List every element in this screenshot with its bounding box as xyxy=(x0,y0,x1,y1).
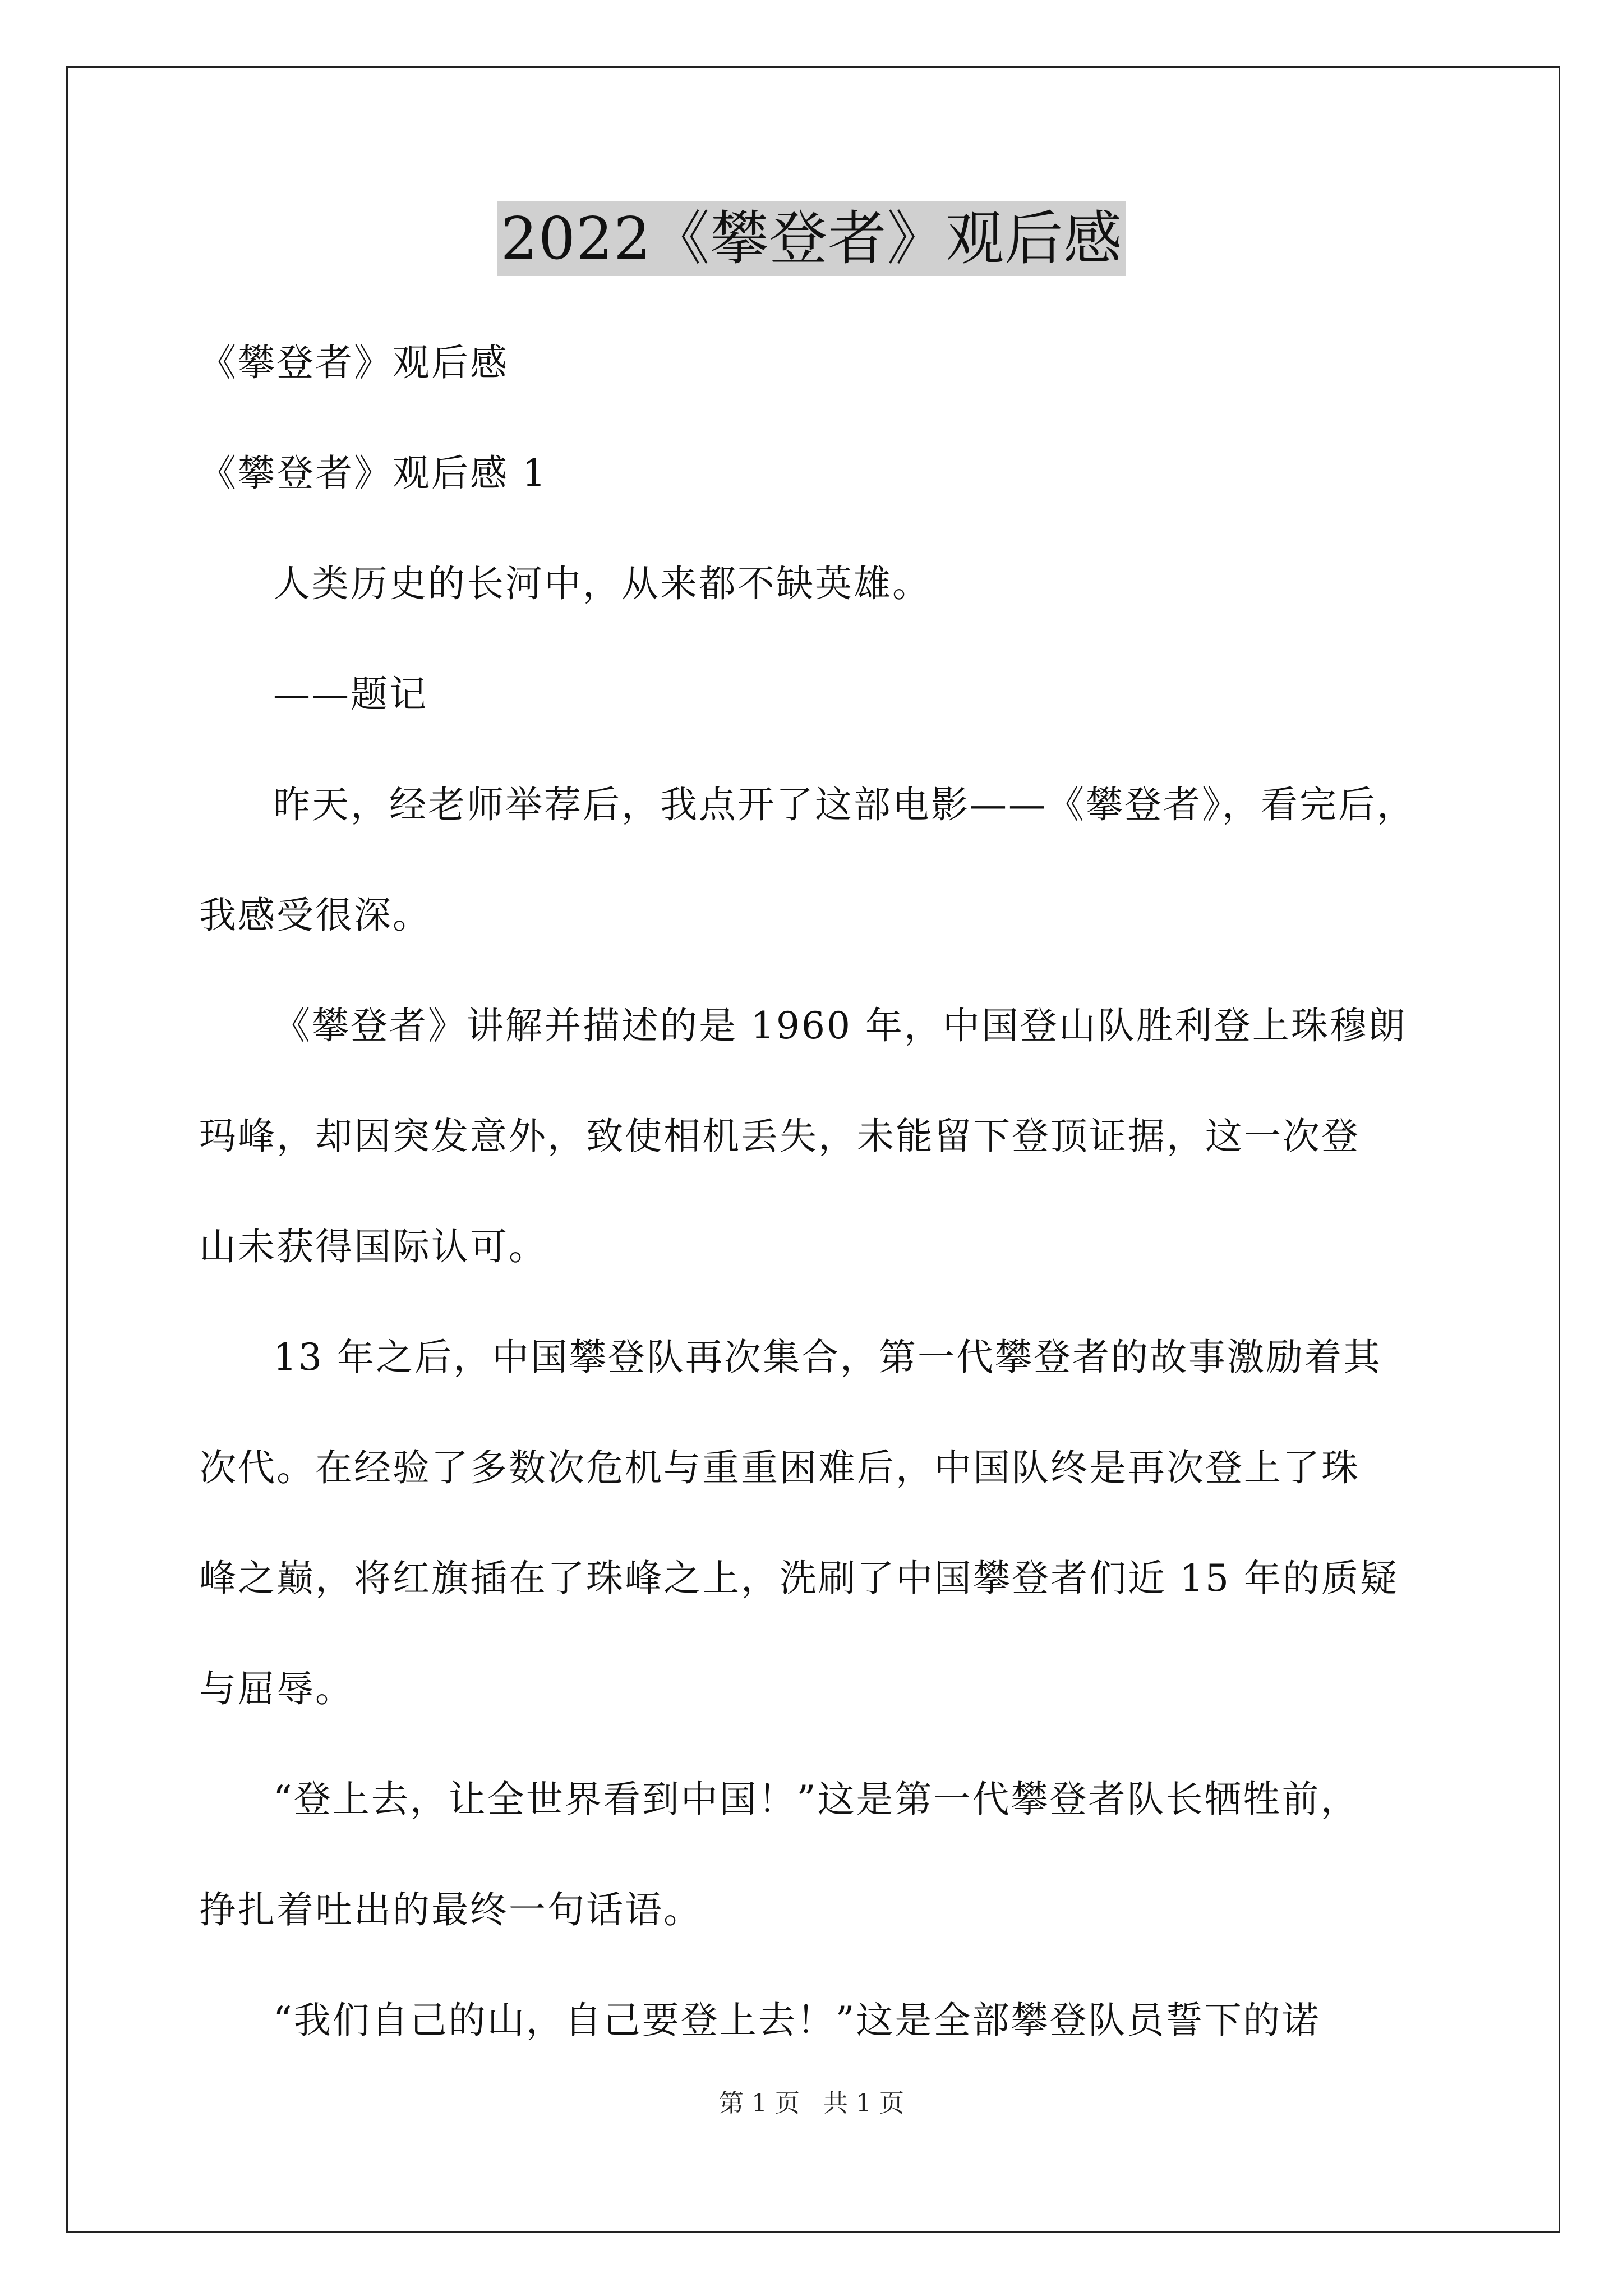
title-container xyxy=(0,201,1623,276)
paragraph-line: 山未获得国际认可。 xyxy=(199,1225,547,1268)
paragraph-line: ——题记 xyxy=(273,673,428,716)
paragraph-line: 人类历史的长河中，从来都不缺英雄。 xyxy=(273,562,931,605)
paragraph-line: 与屈辱。 xyxy=(199,1667,354,1710)
paragraph-line: 《攀登者》讲解并描述的是 1960 年，中国登山队胜利登上珠穆朗 xyxy=(273,1004,1407,1047)
paragraph-line: 挣扎着吐出的最终一句话语。 xyxy=(199,1888,702,1931)
paragraph-line: “我们自己的山，自己要登上去！”这是全部攀登队员誓下的诺 xyxy=(273,1999,1321,2042)
paragraph-line: 13 年之后，中国攀登队再次集合，第一代攀登者的故事激励着其 xyxy=(273,1336,1382,1379)
paragraph-line: 峰之巅，将红旗插在了珠峰之上，洗刷了中国攀登者们近 15 年的质疑 xyxy=(199,1557,1399,1600)
document-body xyxy=(199,307,1433,2076)
page-number: 第 1 页 xyxy=(719,2089,800,2118)
page-footer xyxy=(0,2087,1623,2120)
page-total: 共 1 页 xyxy=(823,2089,904,2118)
paragraph-line: 昨天，经老师举荐后，我点开了这部电影——《攀登者》，看完后， xyxy=(273,783,1415,826)
paragraph-line: 我感受很深。 xyxy=(199,894,431,937)
subheading-numbered: 《攀登者》观后感 1 xyxy=(199,452,547,495)
subheading: 《攀登者》观后感 xyxy=(199,341,509,384)
document-title: 2022《攀登者》观后感 xyxy=(497,201,1126,276)
paragraph-line: “登上去，让全世界看到中国！”这是第一代攀登者队长牺牲前， xyxy=(273,1778,1359,1821)
paragraph-line: 次代。在经验了多数次危机与重重困难后，中国队终是再次登上了珠 xyxy=(199,1446,1360,1489)
paragraph-line: 玛峰，却因突发意外，致使相机丢失，未能留下登顶证据，这一次登 xyxy=(199,1115,1360,1158)
